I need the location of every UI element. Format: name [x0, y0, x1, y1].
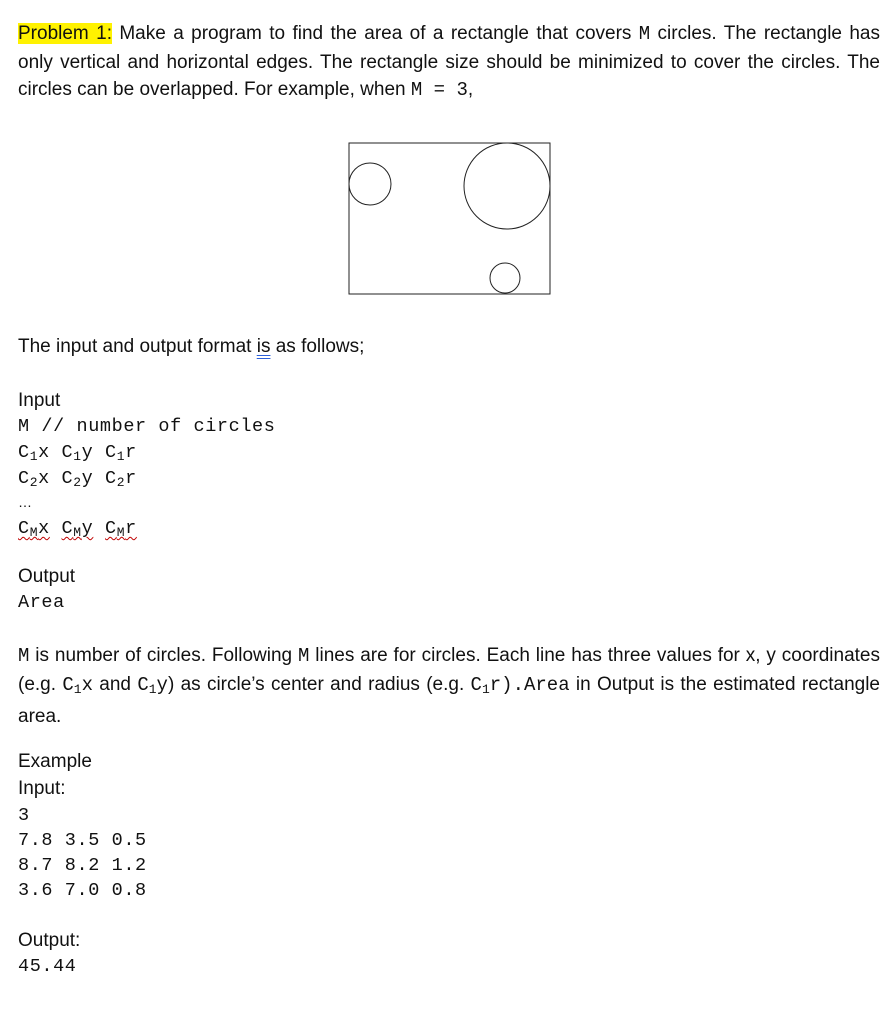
problem-text-2: circles. The rectangle has only vertical and horizontal edges. The rectangle size should be minimized to cover the circles. The circles can be overlapped. For example, when [18, 23, 880, 100]
example-heading: Example [18, 751, 92, 772]
input-ellipsis: … [18, 494, 32, 510]
example-input-line-4: 3.6 7.0 0.8 [18, 880, 147, 901]
example-output-value: 45.44 [18, 956, 77, 977]
problem-statement [18, 20, 880, 105]
example-input-label: Input: [18, 778, 66, 799]
output-heading: Output [18, 566, 76, 587]
problem-var-m-eq: M = 3 [410, 79, 468, 101]
example-figure [348, 142, 552, 296]
input-circle-line-2: C2x C2y C2r [18, 468, 137, 490]
example-input-line-3: 8.7 8.2 1.2 [18, 855, 147, 876]
input-circle-line-m: CMx CMy CMr [18, 518, 137, 540]
grammar-underline: is [256, 336, 271, 357]
example-output-label: Output: [18, 930, 81, 951]
example-input-line-2: 7.8 3.5 0.5 [18, 830, 147, 851]
format-intro: The input and output format is as follows; [18, 336, 365, 357]
input-heading: Input [18, 390, 61, 411]
small-circle-bottom [490, 263, 520, 293]
small-circle-left [349, 163, 391, 205]
large-circle [464, 143, 550, 229]
input-m-line: M // number of circles [18, 416, 276, 437]
description-paragraph: M is number of circles. Following M lines are for circles. Each line has three values for x, y coordinates (e.g. C1x and C1y) as circle’s center and radius (e.g. C1r).Area in Output is the estimated rectangle area. [18, 645, 880, 727]
input-circle-line-1: C1x C1y C1r [18, 442, 137, 464]
example-input-line-1: 3 [18, 805, 30, 826]
problem-text-3: , [467, 79, 474, 100]
problem-text-1: Make a program to find the area of a rectangle that covers [111, 23, 639, 44]
problem-label: Problem 1: [18, 23, 112, 44]
output-value: Area [18, 592, 65, 613]
problem-var-m: M [638, 23, 651, 45]
